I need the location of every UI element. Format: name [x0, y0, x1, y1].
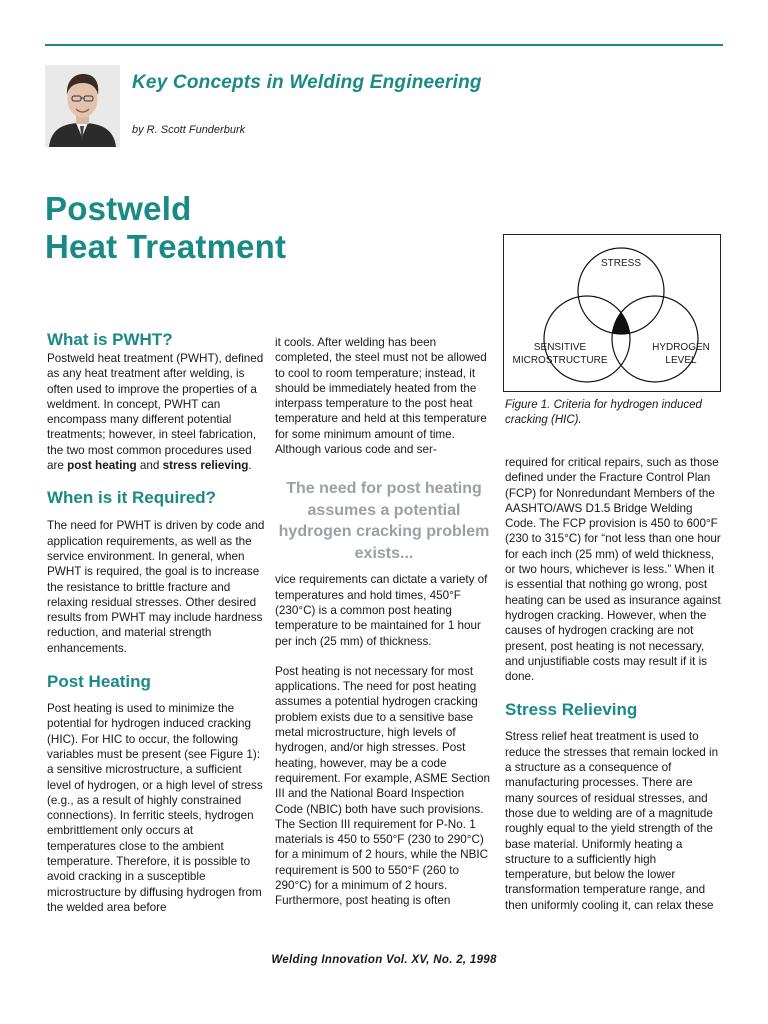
top-rule: [45, 44, 723, 46]
author-portrait-image: [45, 65, 120, 147]
pull-quote: The need for post heating assumes a potential hydrogen cracking problem exists...: [278, 480, 490, 562]
article-title-line-2: Heat Treatment: [45, 228, 287, 265]
paragraph-when-required: The need for PWHT is driven by code and application requirements, as well as the service environment. In general, when PWHT is required, the goal is to increase the resistance to brittle fracture and relaxing residual stresses. Other desired results from PWHT may include hardness reduction, and material strength enhancements.: [47, 519, 265, 655]
author-photo: [45, 65, 120, 147]
paragraph-col2-temperatures: vice requirements can dictate a variety of temperatures and hold times, 450°F (230°C) is a common post heating temperature to be maintained for 1 hour per inch (25 mm) of thickness.: [275, 573, 488, 648]
figure-caption: Figure 1. Criteria for hydrogen induced cracking (HIC).: [505, 399, 702, 426]
venn-label-hydrogen-1: HYDROGEN: [652, 342, 710, 353]
article-title-line-1: Postweld: [45, 190, 192, 227]
article-title: [45, 190, 286, 266]
series-title: Key Concepts in Welding Engineering: [132, 72, 482, 93]
figure-1-venn-diagram: [503, 234, 721, 392]
heading-post-heating: Post Heating: [47, 672, 151, 692]
paragraph-col2-not-necessary: Post heating is not necessary for most applications. The need for post heating assumes a potential hydrogen cracking problem exists due to a sensitive base metal microstructure, high levels of hydrogen, and/or high stresses. Post heating, however, may be a code requirement. For example, ASME Section III and the National Board Inspection Code (NBIC) both have such provisions. The Section III requirement for P-No. 1 materials is 450 to 550°F (230 to 290°C) for a minimum of 2 hours, while the NBIC requirement is 500 to 550°F (260 to 290°C) for a minimum of 2 hours. Furthermore, post heating is often: [275, 664, 491, 908]
venn-label-stress: STRESS: [600, 258, 642, 269]
text-column-3: [505, 455, 723, 913]
text-column-2: [275, 335, 493, 909]
paragraph-col3-critical-repairs: required for critical repairs, such as those defined under the Fracture Control Plan (FCP) for Nonredundant Members of the AASHTO/AWS D1.5 Bridge Welding Code. The FCP provision is 450 to 600°F (230 to 315°C) for “not less than one hour for each inch (25 mm) of weld thickness, or two hours, whichever is less.” When it is essential that nothing go wrong, post heating can be used as insurance against hydrogen cracking. However, when the causes of hydrogen cracking are not present, post heating is not necessary, and unjustifiable costs may result if it is done.: [505, 456, 721, 684]
heading-when-required: When is it Required?: [47, 488, 217, 508]
venn-label-sensitive-1: SENSITIVE: [533, 342, 587, 353]
paragraph-what-is-pwht: Postweld heat treatment (PWHT), defined as any heat treatment after welding, is often used to improve the properties of a weldment. In concept, PWHT can encompass many different potential treatments; however, in steel fabrication, the two most common procedures used are post heating and stress relieving.: [47, 352, 264, 473]
venn-label-hydrogen-2: LEVEL: [665, 355, 697, 366]
text-column-1: [47, 330, 265, 915]
byline: by R. Scott Funderburk: [132, 124, 246, 136]
footer-citation: Welding Innovation Vol. XV, No. 2, 1998: [271, 954, 497, 966]
heading-stress-relieving: Stress Relieving: [505, 700, 638, 720]
venn-circle-sensitive-microstructure: [544, 296, 630, 382]
paragraph-col2-intro: it cools. After welding has been completed, the steel must not be allowed to cool to room temperature; instead, it should be immediately heated from the interpass temperature to the post heat temperature and held at this temperature for some minimum amount of time. Although various code and ser-: [275, 336, 487, 457]
heading-what-is-pwht: What is PWHT?: [47, 330, 173, 349]
term-stress-relieving: stress relieving: [162, 459, 249, 473]
paragraph-post-heating: Post heating is used to minimize the potential for hydrogen induced cracking (HIC). For HIC to occur, the following variables must be present (see Figure 1): a sensitive microstructure, a sufficient level of hydrogen, or a high level of stress (e.g., as a result of highly constrained connections). In ferritic steels, hydrogen embrittlement only occurs at temperatures close to the ambient temperature. Therefore, it is possible to avoid cracking in a susceptible microstructure by diffusing hydrogen from the welded area before: [47, 702, 263, 914]
term-post-heating: post heating: [67, 459, 137, 473]
venn-label-sensitive-2: MICROSTRUCTURE: [512, 355, 608, 366]
venn-circle-hydrogen-level: [612, 296, 698, 382]
venn-diagram: [504, 235, 720, 391]
paragraph-stress-relieving: Stress relief heat treatment is used to reduce the stresses that remain locked in a structure as a consequence of manufacturing processes. There are many sources of residual stresses, and those due to welding are of a magnitude roughly equal to the yield strength of the base material. Uniformly heating a structure to a sufficiently high temperature, but below the lower transformation temperature range, and then uniformly cooling it, can relax these: [505, 730, 719, 912]
